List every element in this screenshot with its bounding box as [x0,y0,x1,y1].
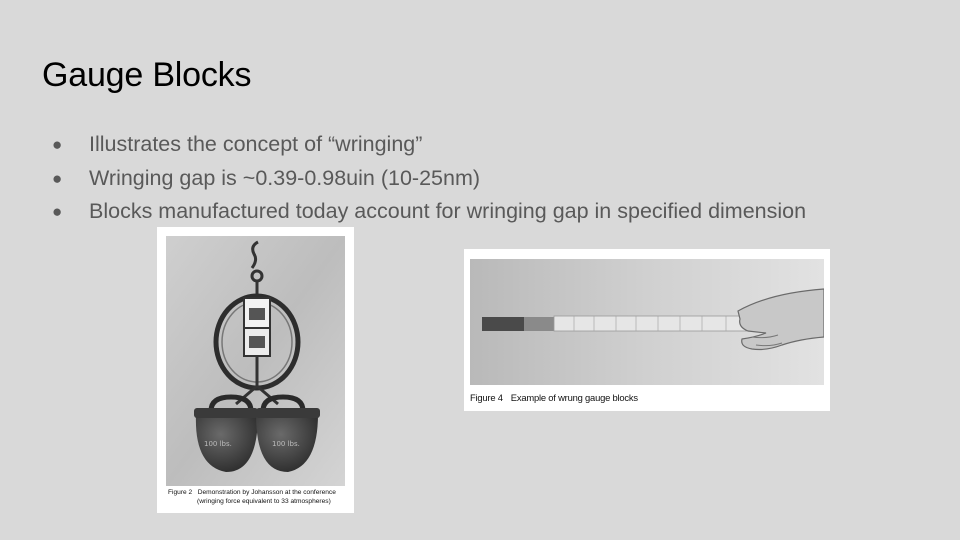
bullet-text: Illustrates the concept of “wringing” [89,132,423,156]
figure-4-photo [470,259,824,385]
bullet-dot-icon: ● [52,168,63,188]
figure-4-caption [470,392,638,403]
figure-4 [464,249,830,411]
bullet-text: Blocks manufactured today account for wringing gap in specified dimension [89,199,807,223]
bullet-text: Wringing gap is ~0.39-0.98uin (10-25nm) [89,165,481,190]
bullet-item [52,162,940,196]
figure-2-caption [168,489,348,506]
figure-4-caption-text: Example of wrung gauge blocks [510,392,638,403]
figure-2-caption-line2: (wringing force equivalent to 33 atmospheres) [197,497,331,505]
figure-2 [157,227,354,513]
weight-label: 100 lbs. [204,440,232,448]
bullet-dot-icon: ● [52,202,63,221]
bullet-dot-icon: ● [52,135,63,154]
figure-2-photo [166,236,345,486]
figure-2-caption-line1: Demonstration by Johansson at the conference [197,489,336,496]
bullet-list [52,128,940,229]
weight-label: 100 lbs. [272,440,300,448]
figure-2-caption-label: Figure 2 [168,489,193,496]
slide-title: Gauge Blocks [42,56,252,94]
bullet-item [52,128,940,162]
bullet-item [52,195,940,229]
figure-4-caption-label: Figure 4 [470,392,503,403]
